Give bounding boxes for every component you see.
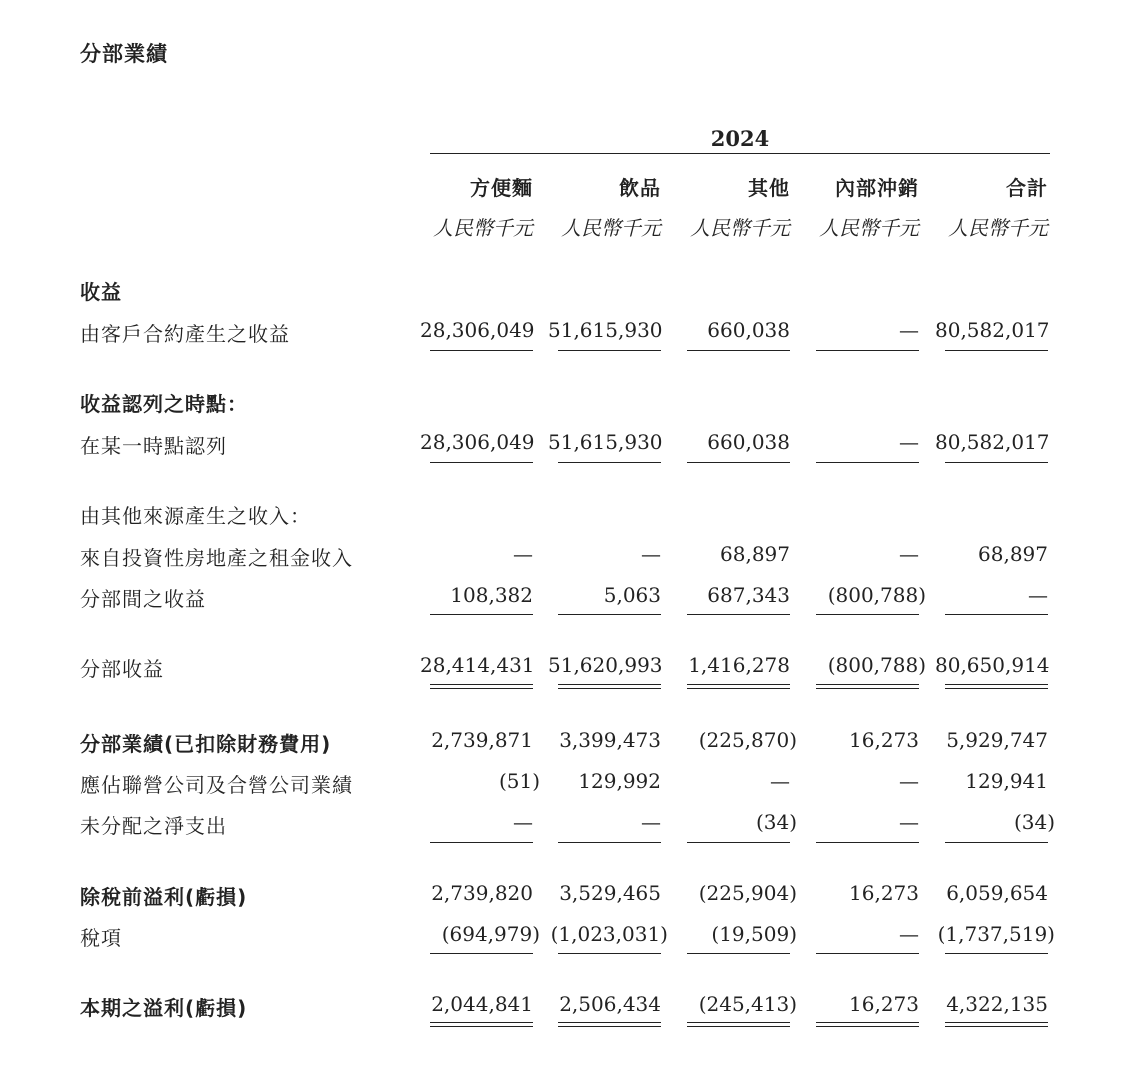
subtotal-rule	[558, 953, 661, 954]
table-cell: —	[899, 922, 919, 946]
table-cell: —	[899, 810, 919, 834]
subtotal-rule	[816, 953, 919, 954]
table-cell: (225,870)	[698, 728, 797, 752]
table-cell: 28,306,049	[420, 318, 535, 342]
table-cell: (34)	[755, 810, 797, 834]
table-cell: 51,615,930	[548, 318, 663, 342]
double-rule	[816, 1022, 919, 1027]
year-underline	[430, 153, 1050, 154]
column-unit: 人民幣千元	[690, 216, 790, 240]
table-cell: (245,413)	[698, 992, 797, 1016]
row-label: 分部間之收益	[80, 587, 206, 611]
row-label: 由客戶合約產生之收益	[80, 322, 290, 346]
subtotal-rule	[687, 842, 790, 843]
column-header-total: 合計	[1006, 176, 1048, 200]
table-cell: 80,650,914	[935, 653, 1050, 677]
column-header-others: 其他	[748, 176, 790, 200]
subtotal-rule	[558, 462, 661, 463]
table-cell: (225,904)	[698, 881, 797, 905]
subtotal-rule	[945, 842, 1048, 843]
table-cell: 5,929,747	[946, 728, 1048, 752]
table-cell: 5,063	[603, 583, 661, 607]
table-cell: 51,615,930	[548, 430, 663, 454]
column-unit: 人民幣千元	[433, 216, 533, 240]
double-rule	[430, 684, 533, 689]
table-cell: 687,343	[707, 583, 790, 607]
table-cell: 3,399,473	[559, 728, 661, 752]
subtotal-rule	[816, 462, 919, 463]
column-header-eliminations: 內部沖銷	[835, 176, 919, 200]
table-cell: (694,979)	[441, 922, 540, 946]
table-cell: (19,509)	[711, 922, 797, 946]
double-rule	[945, 1022, 1048, 1027]
subtotal-rule	[430, 614, 533, 615]
subtotal-rule	[816, 842, 919, 843]
column-header-beverages: 飲品	[619, 176, 661, 200]
table-cell: 129,941	[965, 769, 1048, 793]
table-cell: —	[899, 542, 919, 566]
double-rule	[945, 684, 1048, 689]
row-label: 本期之溢利(虧損)	[80, 996, 248, 1020]
table-cell: 660,038	[707, 318, 790, 342]
table-cell: 2,739,820	[431, 881, 533, 905]
table-cell: —	[641, 542, 661, 566]
table-cell: 6,059,654	[946, 881, 1048, 905]
table-cell: —	[899, 318, 919, 342]
subtotal-rule	[558, 614, 661, 615]
table-cell: 80,582,017	[935, 430, 1050, 454]
subtotal-rule	[945, 614, 1048, 615]
double-rule	[558, 684, 661, 689]
row-label: 未分配之淨支出	[80, 814, 227, 838]
table-cell: 28,414,431	[420, 653, 535, 677]
table-cell: 108,382	[450, 583, 533, 607]
table-cell: (1,737,519)	[937, 922, 1055, 946]
page-title: 分部業績	[80, 42, 168, 66]
subtotal-rule	[430, 842, 533, 843]
subtotal-rule	[816, 350, 919, 351]
table-cell: 1,416,278	[688, 653, 790, 677]
row-label: 來自投資性房地產之租金收入	[80, 546, 353, 570]
table-cell: 28,306,049	[420, 430, 535, 454]
table-cell: 129,992	[578, 769, 661, 793]
row-label: 稅項	[80, 926, 122, 950]
double-rule	[430, 1022, 533, 1027]
table-cell: (1,023,031)	[550, 922, 668, 946]
table-cell: —	[899, 769, 919, 793]
table-cell: 16,273	[849, 728, 919, 752]
double-rule	[687, 1022, 790, 1027]
table-cell: (51)	[498, 769, 540, 793]
table-cell: (800,788)	[827, 653, 926, 677]
table-cell: 51,620,993	[548, 653, 663, 677]
subtotal-rule	[687, 350, 790, 351]
subtotal-rule	[687, 614, 790, 615]
section-heading-revenue-timing: 收益認列之時點：	[80, 392, 248, 416]
table-cell: —	[513, 542, 533, 566]
subtotal-rule	[687, 462, 790, 463]
section-heading-other-income: 由其他來源產生之收入：	[80, 504, 311, 528]
column-unit: 人民幣千元	[948, 216, 1048, 240]
table-cell: 80,582,017	[935, 318, 1050, 342]
table-cell: 4,322,135	[946, 992, 1048, 1016]
double-rule	[558, 1022, 661, 1027]
table-cell: 68,897	[720, 542, 790, 566]
row-label: 應佔聯營公司及合營公司業績	[80, 773, 353, 797]
table-cell: (800,788)	[827, 583, 926, 607]
table-cell: 2,506,434	[559, 992, 661, 1016]
subtotal-rule	[687, 953, 790, 954]
table-cell: —	[513, 810, 533, 834]
table-cell: (34)	[1013, 810, 1055, 834]
table-cell: 16,273	[849, 881, 919, 905]
subtotal-rule	[430, 953, 533, 954]
subtotal-rule	[558, 842, 661, 843]
subtotal-rule	[430, 350, 533, 351]
row-label: 在某一時點認列	[80, 434, 227, 458]
row-label: 除稅前溢利(虧損)	[80, 885, 248, 909]
table-cell: 2,739,871	[431, 728, 533, 752]
subtotal-rule	[945, 350, 1048, 351]
double-rule	[687, 684, 790, 689]
table-cell: —	[1028, 583, 1048, 607]
table-cell: 660,038	[707, 430, 790, 454]
table-cell: 3,529,465	[559, 881, 661, 905]
subtotal-rule	[816, 614, 919, 615]
table-cell: —	[899, 430, 919, 454]
table-cell: 2,044,841	[431, 992, 533, 1016]
row-label: 分部業績(已扣除財務費用)	[80, 732, 332, 756]
subtotal-rule	[945, 953, 1048, 954]
subtotal-rule	[430, 462, 533, 463]
table-cell: —	[770, 769, 790, 793]
table-cell: 16,273	[849, 992, 919, 1016]
year-header: 2024	[710, 126, 770, 151]
table-cell: 68,897	[978, 542, 1048, 566]
double-rule	[816, 684, 919, 689]
subtotal-rule	[558, 350, 661, 351]
column-unit: 人民幣千元	[819, 216, 919, 240]
subtotal-rule	[945, 462, 1048, 463]
section-heading-revenue: 收益	[80, 280, 122, 304]
row-label: 分部收益	[80, 657, 164, 681]
column-header-noodles: 方便麵	[470, 176, 533, 200]
table-cell: —	[641, 810, 661, 834]
column-unit: 人民幣千元	[561, 216, 661, 240]
